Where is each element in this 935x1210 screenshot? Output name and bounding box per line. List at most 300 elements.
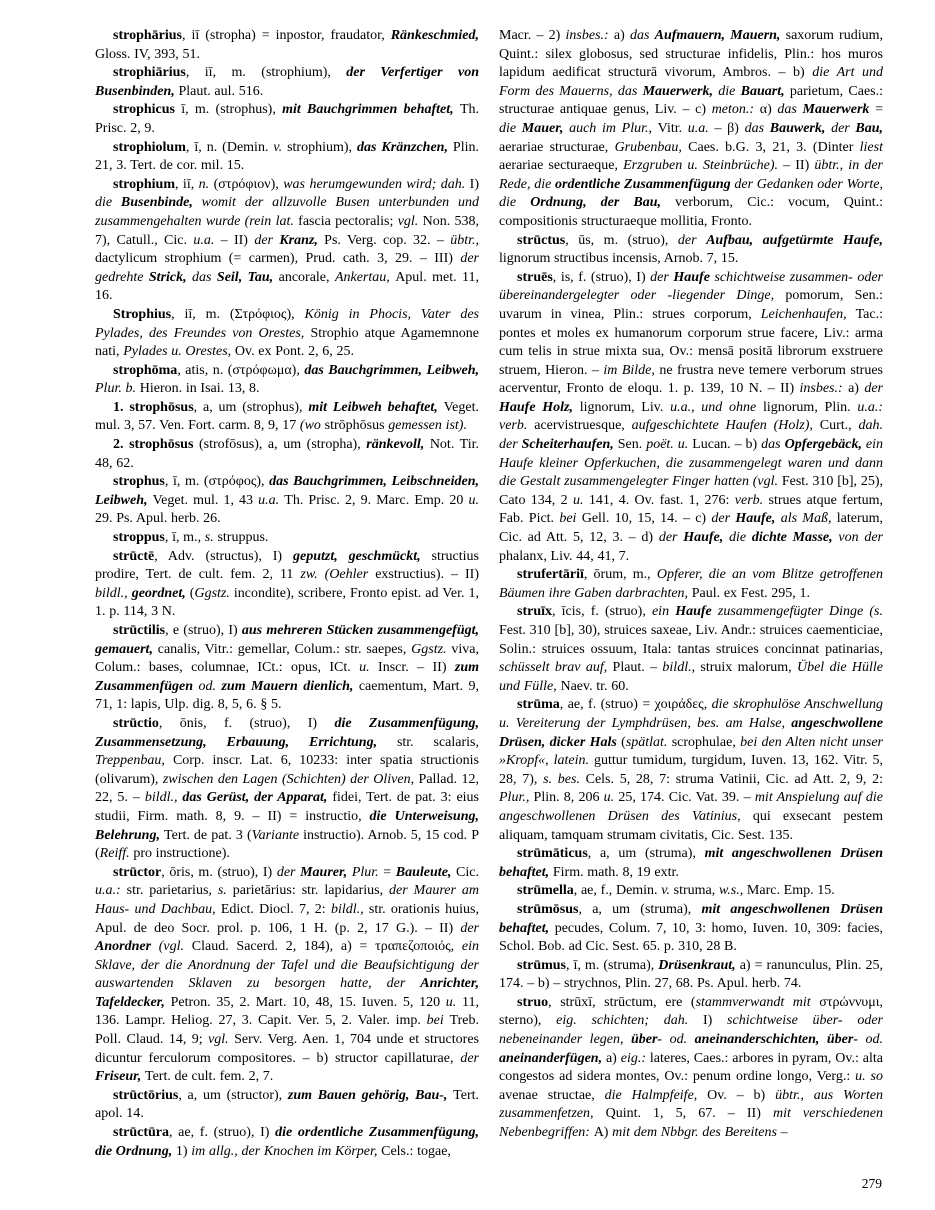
dictionary-entry-strophoma — [95, 362, 479, 399]
entry-text: aerariae structurae, — [499, 139, 615, 155]
entry-text: u. — [603, 790, 619, 806]
entry-text: Plin. 21, 3. Tert. de cor. mil. 15. — [95, 139, 479, 174]
entry-text: I) — [469, 176, 479, 192]
entry-text: Maurer, — [300, 864, 352, 880]
entry-text: pomorum, Sen.: uvarum in vinea, Plin.: strues corporum, — [499, 288, 884, 322]
entry-text: im Bilde, — [603, 362, 660, 378]
entry-text: , ae, f., Demin. — [573, 883, 662, 899]
dictionary-entry-structe — [95, 548, 479, 622]
entry-text: , a, um (structor), — [178, 1087, 288, 1103]
entry-text: Ov. ex Pont. 2, 6, 25. — [234, 344, 354, 360]
entry-text: u.a.: verb. — [499, 399, 884, 434]
entry-text: str. parietarius, — [126, 883, 218, 899]
entry-text: struppus. — [217, 530, 269, 546]
entry-text: Strick, — [148, 269, 193, 285]
entry-text: gemessen ist). — [388, 418, 467, 434]
entry-text: Übel die Hülle und Fülle, — [499, 660, 883, 694]
entry-text: der — [254, 232, 280, 248]
entry-text: phalanx, Liv. 44, 41, 7. — [499, 548, 630, 564]
entry-text: Erzgruben u. Steinbrüche). — [623, 158, 784, 174]
entry-text: v. — [661, 883, 674, 899]
entry-text: Veget. mul. 1, 43 — [152, 492, 259, 508]
entry-text: das — [777, 102, 803, 118]
entry-text: bildl., — [144, 790, 183, 806]
entry-text: Tert. de cult. fem. 2, 7. — [145, 1069, 274, 1085]
entry-text: strōphōsus — [324, 418, 389, 434]
entry-text: Firm. math. 8, 19 extr. — [552, 864, 679, 880]
entry-text: Aufmauern, Mauern, — [654, 28, 786, 43]
entry-text: n. — [198, 176, 214, 192]
entry-text: u. — [445, 994, 463, 1010]
entry-text: Pylades u. Orestes, — [123, 344, 235, 360]
entry-text: – — [780, 1125, 788, 1141]
entry-text: 25, 174. Cic. Vat. 39. – — [618, 790, 755, 806]
entry-text: der gedrehte — [95, 251, 479, 285]
entry-text: Cels.: togae, — [381, 1143, 451, 1159]
dictionary-entry-struo — [499, 994, 883, 1143]
entry-text: mit dem Nbbgr. des Bereitens — [612, 1125, 781, 1141]
entry-text: König in Phocis, Vater des Pylades, des Freundes von Orestes, — [95, 306, 479, 341]
headword: strūctē — [113, 548, 155, 564]
entry-text: die Zusammenfügung, Zusammensetzung, Erbauung, Errichtung, — [95, 715, 480, 750]
dictionary-entry-stropharius — [95, 27, 479, 64]
dictionary-entry-strophiarius — [95, 64, 479, 101]
entry-text: der — [677, 232, 707, 248]
entry-text: Plaut. aul. 516. — [178, 83, 264, 99]
headword: strophōma — [113, 362, 178, 378]
entry-text: Non. 538, 7), Catull., Cic. — [95, 213, 480, 248]
entry-text: eig.: — [620, 1050, 650, 1066]
entry-text: (στρόφιον), — [213, 176, 284, 192]
entry-text: Serv. Verg. Aen. 1, 704 unde et structores dicuntur ferculorum compositores. – b) structor capillaturae, — [95, 1032, 479, 1066]
entry-text: Haufe, — [735, 511, 781, 527]
entry-text: schüsselt brav auf, — [499, 660, 613, 676]
right-column — [499, 27, 883, 1161]
entry-text: 1) — [175, 1143, 192, 1159]
entry-text: stammverwandt mit — [695, 994, 820, 1010]
headword: 1. strophōsus — [113, 399, 194, 415]
entry-text: Hieron. in Isai. 13, 8. — [139, 381, 260, 397]
entry-text: meton.: — [711, 102, 760, 118]
entry-text: structius prodire, Tert. de cult. fem. 2, 11 — [95, 548, 479, 583]
entry-text: Aufbau, aufgetürmte Haufe, — [706, 232, 883, 248]
entry-text: u. — [573, 492, 589, 508]
entry-text: als Maß, — [780, 511, 837, 527]
entry-text: , e (struo), I) — [165, 623, 242, 638]
entry-text: der Maurer am Haus- und Dachbau, — [95, 883, 479, 917]
headword: strūmus — [517, 957, 567, 973]
entry-text: der — [658, 530, 684, 546]
dictionary-entry-stroppus — [95, 529, 479, 548]
dictionary-entry-strues — [499, 269, 883, 567]
entry-text: od. — [865, 1032, 883, 1048]
entry-text: α) — [759, 102, 778, 118]
entry-text: , Adv. (structus), I) — [154, 548, 294, 564]
entry-text: – β) — [714, 120, 745, 136]
entry-text: , ī, m. (struma), — [566, 957, 659, 973]
entry-text: ordentliche Zusammenfügung — [555, 176, 735, 192]
entry-text: , iī, m. (strophium), — [185, 65, 347, 81]
headword: strophus — [113, 474, 165, 490]
dictionary-entry-strophium — [95, 176, 479, 306]
entry-text: mit verschiedenen Nebenbegriffen: — [499, 1106, 883, 1141]
entry-text: übtr., in der Rede, die — [499, 158, 883, 192]
entry-text: a) = ranunculus, Plin. 25, 174. – b) – strychnos, Plin. 27, 68. Ps. Apul. herb. 74. — [499, 957, 883, 992]
entry-text: liest — [859, 139, 883, 155]
entry-text: der — [711, 511, 736, 527]
entry-text: verborum, Cic.: vocum, Quint.: compositionis structuraeque mollitia, Fronto. — [499, 195, 883, 229]
headword: 2. strophōsus — [113, 437, 194, 453]
entry-text: Anordner — [95, 939, 159, 955]
entry-text: , ī, m., — [164, 530, 205, 546]
entry-text: bei — [426, 1013, 450, 1029]
entry-text: Plaut. – — [612, 660, 663, 676]
entry-text: schichtweise zusammen- oder übereinandergelegter oder -liegender Dinge, — [499, 269, 883, 304]
entry-text: geordnet, — [131, 585, 190, 601]
entry-text: mit Leibweh behaftet, — [308, 399, 444, 415]
entry-text: 29. Ps. Apul. herb. 26. — [95, 511, 221, 527]
entry-text: zum Bauen gehörig, Bau-, — [287, 1087, 454, 1103]
entry-text: , iī, — [174, 176, 199, 192]
entry-text: Ggstz. — [194, 585, 234, 601]
text-columns — [95, 27, 882, 1161]
entry-text: , ōrum, m., — [583, 567, 657, 583]
entry-text: Kranz, — [279, 232, 325, 248]
entry-text: Tac.: pontes et moles ex humanorum corporum strue facere, Liv.: arma cum telis in strue mixta sua, Ov.: mensā positā librorum exstruere struem, Hieron. – — [499, 306, 883, 378]
entry-text: mit angeschwollenen Drüsen behaftet, — [499, 901, 883, 936]
entry-text: Quint. 1, 5, 67. – II) — [605, 1106, 773, 1122]
entry-text: poët. u. — [646, 437, 693, 453]
entry-text: Marc. Emp. 15. — [746, 883, 835, 899]
entry-text: , is, f. (struo), I) — [552, 269, 651, 285]
entry-text: Ordnung, der Bau, — [530, 195, 676, 211]
entry-text: str. scalaris, — [396, 734, 479, 750]
entry-text: die — [499, 120, 522, 136]
entry-text: lignorum structibus incensis, Arnob. 7, 15. — [499, 251, 739, 267]
entry-text: vgl. — [208, 1032, 235, 1048]
entry-text: , iī (stropha) = inpostor, fraudator, — [181, 28, 391, 43]
entry-text: Ränkeschmied, — [390, 28, 479, 43]
entry-text: aus mehreren Stücken zusammengefügt, gemauert, — [95, 623, 479, 657]
entry-text: angeschwollene Drüsen, dicker Hals — [499, 715, 883, 750]
entry-text: womit der allzuvolle Busen unterbunden und zusammengehalten wurde (rein lat. — [95, 195, 479, 229]
entry-text: pro instructione). — [133, 846, 230, 862]
headword: Strophius — [113, 306, 172, 322]
entry-text: eig. schichten; dah. — [556, 1013, 703, 1029]
entry-text: Ov. – b) — [707, 1087, 776, 1103]
entry-text: Haufe, — [683, 530, 730, 546]
entry-text: aerariae secturaeque, — [499, 158, 624, 174]
headword: struīx — [517, 604, 552, 620]
entry-text: Fest. 310 [b], 30), struices saxeae, Liv. Andr.: struices caementiciae, Solin.: struices ossuum, Itala: tantas struices concinnat patinarias, — [499, 623, 883, 657]
entry-text: das — [192, 269, 217, 285]
entry-text: Cic. — [456, 864, 479, 880]
entry-text: , ae, f. (struo) = χοιράδες, — [559, 697, 712, 713]
entry-text: – II) — [783, 158, 815, 174]
entry-text: struix malorum, — [700, 660, 797, 676]
entry-text: Gell. 10, 15, 14. – c) — [581, 511, 712, 527]
entry-text: u. — [359, 660, 379, 676]
entry-text: Th. Prisc. 2, 9. Marc. Emp. 20 — [284, 492, 469, 508]
headword: strūctor — [113, 864, 162, 880]
headword: strophicus — [113, 102, 175, 118]
entry-text: A) — [593, 1125, 613, 1141]
entry-text: incondite), scribere, Fronto epist. ad Ver. 1, 1. p. 114, 3 N. — [95, 585, 479, 620]
entry-text: Apul. met. 11, 16. — [95, 269, 480, 304]
entry-text: Friseur, — [95, 1069, 145, 1085]
entry-text: das — [761, 437, 785, 453]
entry-text: Drüsenkraut, — [658, 957, 740, 973]
entry-text: caementum, Mart. 9, 71, 1: lapis, Ulp. dig. 8, 5, 6. § 5. — [95, 678, 479, 713]
entry-text: Corp. inscr. Lat. 6, 10233: inter spatia structionis (olivarum), — [95, 753, 479, 787]
entry-text: aneinanderfügen, — [499, 1050, 606, 1066]
entry-text: – II) — [220, 232, 255, 248]
entry-text: Veget. mul. 3, 57. Ven. Fort. carm. 8, 9, 17 — [95, 399, 479, 434]
entry-text: avenae structae, — [499, 1087, 605, 1103]
dictionary-entry-struma — [499, 696, 883, 845]
entry-text: , iī, m. (Στρόφιος), — [171, 306, 305, 322]
entry-text: Reiff. — [99, 846, 134, 862]
headword: strūma — [517, 697, 560, 713]
entry-text: Haufe Holz, — [499, 399, 580, 415]
entry-text: , īcis, f. (struo), — [552, 604, 652, 620]
dictionary-entry-structilis — [95, 622, 479, 715]
dictionary-entry-strumosus — [499, 901, 883, 957]
entry-text: mit Anspielung auf die angeschwollenen Drüsen des Vatinius, — [499, 790, 883, 824]
entry-text: s. — [217, 883, 233, 899]
entry-text: Gloss. IV, 393, 51. — [95, 46, 200, 62]
headword: struēs — [517, 269, 553, 285]
entry-text: das Kränzchen, — [357, 139, 453, 155]
entry-text: Fest. 310 [b], 25), Cato 134, 2 — [499, 474, 883, 508]
entry-text: laterum, Cic. ad Att. 5, 12, 3. – d) — [499, 511, 884, 546]
entry-text: στρώννυμι, sterno), — [499, 994, 884, 1029]
entry-text: Strophio atque Agamemnone nati, — [95, 325, 479, 360]
entry-text: , ī, m. (στρόφος), — [164, 474, 270, 490]
entry-text: struma, — [673, 883, 719, 899]
entry-text: dah. der — [499, 418, 884, 453]
dictionary-entry-structura-continuation — [499, 27, 883, 232]
entry-text: das Bauchgrimmen, Leibschneiden, Leibweh, — [95, 474, 479, 508]
headword: strūctōrius — [113, 1087, 179, 1103]
entry-text: lignorum, Liv. — [579, 399, 671, 415]
entry-text: der — [650, 269, 674, 285]
entry-text: , ōris, m. (struo), I) — [161, 864, 277, 880]
entry-text: Caes. b.G. 3, 21, 3. (Dinter — [688, 139, 860, 155]
dictionary-entry-strufertarii — [499, 566, 883, 603]
entry-text: Mauer, — [521, 120, 570, 136]
headword: strūctus — [517, 232, 566, 248]
entry-text: scrophulae, — [671, 734, 741, 750]
entry-text: fascia pectoralis; — [298, 213, 398, 229]
entry-text: 11, 136. Lampr. Heliog. 27, 3. Capit. Ver. 5, 2. Valer. imp. — [95, 994, 479, 1029]
headword: strūctilis — [113, 623, 166, 638]
entry-text: Edict. Diocl. 7, 2: — [220, 901, 331, 917]
entry-text: aufgeschichtete Haufen (Holz), — [631, 418, 820, 434]
entry-text: , a, um (struma), — [587, 846, 705, 862]
entry-text: mit Bauchgrimmen behaftet, — [282, 102, 460, 118]
entry-text: Bauleute, — [395, 864, 457, 880]
entry-text: ( — [189, 585, 195, 601]
entry-text: u.a. — [193, 232, 221, 248]
entry-text: zum Mauern dienlich, — [221, 678, 359, 694]
entry-text: Curt., — [819, 418, 859, 434]
entry-text: ein — [651, 604, 676, 620]
entry-text: Grubenbau, — [614, 139, 689, 155]
dictionary-entry-structorius — [95, 1087, 479, 1124]
entry-text: parietum, Caes.: structurae antiquae genus, Liv. – c) — [499, 83, 883, 118]
entry-text: das Gerüst, der Apparat, — [182, 790, 333, 806]
entry-text: 141, 4. Ov. fast. 1, 276: — [588, 492, 735, 508]
entry-text: , atis, n. (στρόφωμα), — [177, 362, 305, 378]
entry-text: die Halmpfeife, — [604, 1087, 708, 1103]
entry-text: bildl., — [662, 660, 701, 676]
entry-text: a) — [848, 381, 865, 397]
entry-text: lateres, Caes.: arbores in pyram, Ov.: alta congestos ad sidera montes, Ov.: penum ordine longo, Verg.: — [499, 1050, 883, 1085]
entry-text: der — [460, 920, 479, 936]
headword: strūmōsus — [517, 901, 579, 917]
dictionary-entry-1-strophosus — [95, 399, 479, 436]
dictionary-entry-structura — [95, 1124, 479, 1161]
headword: strophiārius — [113, 65, 186, 81]
entry-text: Leichenhaufen, — [760, 306, 856, 322]
entry-text: Haufe — [673, 269, 715, 285]
entry-text: die — [95, 195, 121, 211]
entry-text: v. — [273, 139, 288, 155]
entry-text: vgl. — [397, 213, 423, 229]
entry-text: bei den Alten nicht unser »Kropf«, latein. — [499, 734, 884, 769]
entry-text: Inscr. – II) — [378, 660, 455, 676]
entry-text: Anrichter, Tafeldecker, — [95, 976, 479, 1010]
headword: strophium — [113, 176, 175, 192]
entry-text: Ggstz. — [411, 641, 452, 657]
entry-text: ein Sklave, der die Anordnung der Tafel und die Beaufsichtigung der auswartenden Sklaven zu besorgen hatte, der — [95, 939, 479, 992]
entry-text: Treb. Poll. Claud. 14, 9; — [95, 1013, 479, 1048]
entry-text: u. — [468, 492, 479, 508]
entry-text: Haufe — [675, 604, 718, 620]
entry-text: od. — [669, 1032, 695, 1048]
entry-text: ( — [621, 734, 626, 750]
dictionary-entry-struix — [499, 603, 883, 696]
entry-text: Opferer, die an vom Blitze getroffenen Bäumen ihre Gaben darbrachten, — [499, 567, 883, 601]
entry-text: , strūxī, strūctum, ere ( — [548, 994, 696, 1010]
entry-text: strophium), — [287, 139, 357, 155]
entry-text: die skrophulöse Anschwellung u. Vereiterung der Lymphdrüsen, bes. am Halse, — [499, 697, 883, 731]
entry-text: Tert. de pat. 3 ( — [164, 827, 252, 843]
entry-text: verb. — [734, 492, 769, 508]
entry-text: od. — [198, 678, 222, 694]
dictionary-entry-strophus — [95, 473, 479, 529]
entry-text: Plur., — [499, 790, 534, 806]
entry-text: a) — [613, 28, 630, 43]
entry-text: Not. Tir. 48, 62. — [95, 437, 479, 471]
headword: strūmāticus — [517, 846, 588, 862]
entry-text: lignorum, Plin. — [762, 399, 858, 415]
entry-text: bildl., — [95, 585, 132, 601]
entry-text: u.a. — [258, 492, 285, 508]
entry-text: aneinanderschichten, über- — [694, 1032, 866, 1048]
entry-text: die Art und Form des Mauerns, das — [499, 65, 884, 99]
entry-text: parietārius: str. lapidarius, — [232, 883, 390, 899]
entry-text: über- — [630, 1032, 670, 1048]
entry-text: der — [831, 120, 856, 136]
entry-text: Paul. ex Fest. 295, 1. — [691, 585, 810, 601]
entry-text: der — [460, 1050, 479, 1066]
entry-text: , a, um (struma), — [578, 901, 702, 917]
entry-text: Cels. 5, 28, 7: struma Vatinii, Cic. ad Att. 2, 9, 2: — [585, 771, 884, 787]
entry-text: I) — [702, 1013, 728, 1029]
dictionary-entry-Strophius — [95, 306, 479, 362]
entry-text: w.s., — [718, 883, 747, 899]
entry-text: strues atque fertum, Fab. Pict. — [499, 492, 883, 527]
entry-text: ein Haufe kleiner Opferkuchen, die zusammengelegt waren und dann die Gestalt zusammengelegter Finger hatten (vgl. — [499, 437, 883, 490]
entry-text: Busenbinde, — [120, 195, 202, 211]
entry-text: Petron. 35, 2. Mart. 10, 48, 15. Iuven. 5, 120 — [170, 994, 446, 1010]
entry-text: von der — [838, 530, 884, 546]
entry-text: übtr., aus Worten zusammenfetzen, — [499, 1087, 883, 1122]
entry-text: dactylicum strophium (= carmen), Prud. cath. 3, 29. – III) — [95, 251, 461, 267]
entry-text: Opfergebäck, — [784, 437, 866, 453]
entry-text: Ankertau, — [334, 269, 396, 285]
entry-text: u.a., und ohne — [670, 399, 763, 415]
entry-text: das — [744, 120, 770, 136]
entry-text: bei — [559, 511, 582, 527]
entry-text: zusammengefügter Dinge (s. — [717, 604, 883, 620]
entry-text: bildl., — [330, 901, 369, 917]
headword: strufertāriī — [517, 567, 584, 583]
entry-text: (vgl. — [158, 939, 192, 955]
entry-text: Macr. – 2) — [499, 28, 566, 43]
entry-text: = — [875, 102, 883, 118]
entry-text: ränkevoll, — [366, 437, 430, 453]
dictionary-entry-strumus — [499, 957, 883, 994]
dictionary-entry-strumaticus — [499, 845, 883, 882]
entry-text: , ī, n. (Demin. — [185, 139, 274, 155]
entry-text: u.a. — [687, 120, 715, 136]
entry-text: fidei, Tert. de pat. 3: eius studii, Firm. math. 8, 9. – II) = instructio, — [95, 790, 479, 824]
entry-text: Sen. — [617, 437, 647, 453]
entry-text: zw. (Oehler — [300, 567, 376, 583]
entry-text: u.a.: — [95, 883, 127, 899]
entry-text: dichte Masse, — [751, 530, 839, 546]
entry-text: der Gedanken oder Worte, die — [499, 176, 883, 211]
entry-text: Naev. tr. 60. — [560, 678, 629, 694]
dictionary-entry-strophicus — [95, 101, 479, 138]
dictionary-entry-structor — [95, 864, 479, 1087]
headword: strūctūra — [113, 1125, 169, 1141]
entry-text: zwischen den Lagen (Schichten) der Oliven, — [162, 771, 419, 787]
entry-text: übtr., — [450, 232, 479, 248]
dictionary-entry-structus — [499, 232, 883, 269]
entry-text: pecudes, Colum. 7, 10, 3: homo, Iuven. 10, 309: facies, Schol. Bob. ad Cic. Sest. 65. p. 310, 28 B. — [499, 920, 883, 955]
entry-text: die — [718, 83, 741, 99]
page-number: 279 — [861, 1176, 882, 1191]
entry-text: guttur tumidum, turgidum, Iuven. 13, 162. Vitr. 5, 28, 7), — [499, 753, 883, 787]
entry-text: was herumgewunden wird; dah. — [283, 176, 470, 192]
entry-text: Tert. apol. 14. — [95, 1087, 479, 1122]
headword: stroppus — [113, 530, 165, 546]
entry-text: viva, Colum.: bases, columnae, ICt.: opus, ICt. — [95, 641, 479, 676]
entry-text: Vitr. — [657, 120, 688, 136]
entry-text: die — [729, 530, 752, 546]
entry-text: Scheiterhaufen, — [521, 437, 618, 453]
entry-text: schichtweise über- oder nebeneinander legen, — [499, 1013, 883, 1048]
dictionary-entry-structio — [95, 715, 479, 864]
entry-text: Claud. Sacerd. 2, 184), a) = τραπεζοποιός, — [191, 939, 462, 955]
entry-text: canalis, Vitr.: gemellar, Colum.: str. saepes, — [157, 641, 412, 657]
entry-text: (wo — [299, 418, 325, 434]
entry-text: , a, um (strophus), — [193, 399, 309, 415]
